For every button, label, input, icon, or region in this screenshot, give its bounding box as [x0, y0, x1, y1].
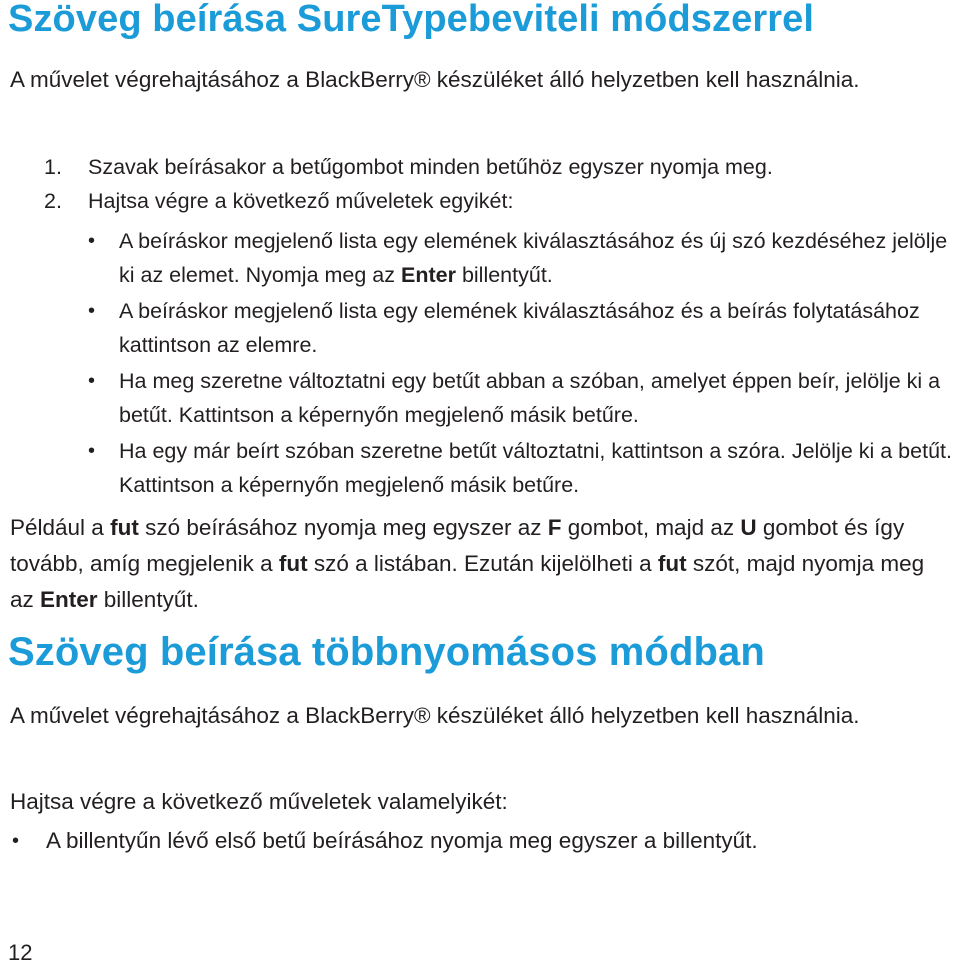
options-bullet-list	[10, 824, 758, 858]
bullet-dot-icon: •	[88, 230, 96, 252]
options-bullet-list	[88, 224, 958, 504]
bullet-dot-icon: •	[12, 830, 20, 852]
example-text: gombot és így tovább, amíg megjelenik a	[10, 515, 905, 576]
section-intro-paragraph: A művelet végrehajtásához a BlackBerry® készüléket álló helyzetben kell használnia.	[10, 703, 860, 728]
instruction-text: Hajtsa végre a következő műveletek valamelyikét:	[10, 789, 508, 814]
bullet-dot-icon: •	[88, 300, 96, 322]
example-key-bold: Enter	[40, 587, 98, 612]
example-text: szó beírásához nyomja meg egyszer az	[138, 515, 548, 540]
bullet-item	[88, 294, 958, 362]
example-paragraph	[10, 510, 954, 618]
step-number: 2.	[44, 189, 62, 213]
bullet-dot-icon: •	[88, 370, 96, 392]
bullet-item	[88, 364, 958, 432]
numbered-steps-list	[44, 150, 773, 218]
bullet-text: A billentyűn lévő első betű beírásához nyomja meg egyszer a billentyűt.	[46, 828, 758, 853]
bullet-text: Ha egy már beírt szóban szeretne betűt változtatni, kattintson a szóra. Jelölje ki a betűt. Kattintson a képernyőn megjelenő másik betűre.	[119, 439, 952, 497]
example-key-bold: F	[547, 515, 562, 540]
bullet-item	[88, 224, 958, 292]
bullet-text: A beíráskor megjelenő lista egy elemének kiválasztásához és a beírás folytatásához kattintson az elemre.	[119, 299, 920, 357]
bullet-text: billentyűt.	[455, 263, 553, 287]
example-word-bold: fut	[657, 551, 687, 576]
key-name-bold: Enter	[401, 263, 456, 287]
page-number: 12	[8, 940, 33, 965]
example-word-bold: fut	[110, 515, 139, 540]
section-title-multitap: Szöveg beírása többnyomásos módban	[8, 630, 765, 674]
example-word-bold: fut	[278, 551, 308, 576]
step-number: 1.	[44, 155, 62, 179]
step-item	[44, 184, 773, 218]
example-text: Például a	[10, 515, 111, 540]
section-intro-paragraph: A művelet végrehajtásához a BlackBerry® készüléket álló helyzetben kell használnia.	[10, 67, 860, 92]
bullet-dot-icon: •	[88, 440, 96, 462]
example-text: billentyűt.	[97, 587, 199, 612]
step-text: Hajtsa végre a következő műveletek egyikét:	[88, 189, 514, 213]
bullet-item	[10, 824, 758, 858]
example-text: gombot, majd az	[561, 515, 741, 540]
bullet-item	[88, 434, 958, 502]
bullet-text: A beíráskor megjelenő lista egy elemének kiválasztásához és új szó kezdéséhez jelölje ki az elemet. Nyomja meg az	[119, 229, 948, 287]
bullet-text: Ha meg szeretne változtatni egy betűt abban a szóban, amelyet éppen beír, jelölje ki a betűt. Kattintson a képernyőn megjelenő másik betűre.	[119, 369, 941, 427]
step-item	[44, 150, 773, 184]
step-text: Szavak beírásakor a betűgombot minden betűhöz egyszer nyomja meg.	[88, 155, 773, 179]
section-title-suretype: Szöveg beírása SureTypebeviteli módszerrel	[8, 0, 815, 40]
example-text: szót, majd nyomja meg az	[10, 551, 925, 612]
example-key-bold: U	[740, 515, 757, 540]
example-text: szó a listában. Ezután kijelölheti a	[307, 551, 658, 576]
